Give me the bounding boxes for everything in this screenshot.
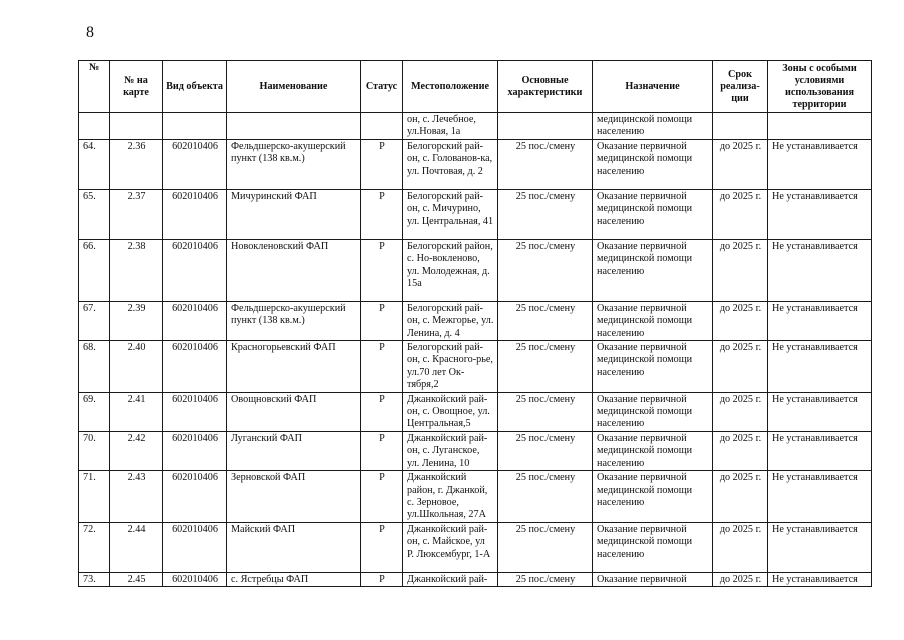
- cell-purpose: Оказание первичной медицинской помощи населению: [593, 471, 713, 523]
- cell-object-type: 602010406: [163, 301, 227, 340]
- header-location: Местоположение: [403, 61, 498, 113]
- page-number: 8: [86, 24, 94, 41]
- cell-name: Майский ФАП: [227, 522, 361, 572]
- header-object-type: Вид объекта: [163, 61, 227, 113]
- cell-name: Красногорьевский ФАП: [227, 341, 361, 393]
- cell-object-type: 602010406: [163, 471, 227, 523]
- cell-num: 73.: [79, 572, 110, 586]
- header-deadline: Срок реализа-ции: [713, 61, 768, 113]
- cell-object-type: 602010406: [163, 341, 227, 393]
- cell-purpose: Оказание первичной медицинской помощи населению: [593, 139, 713, 189]
- cell-status: Р: [361, 239, 403, 301]
- cell-map-num: 2.39: [110, 301, 163, 340]
- cell-location: Белогорский рай-он, с. Мичурино, ул. Центральная, 41: [403, 189, 498, 239]
- cell-purpose: Оказание первичной медицинской помощи населению: [593, 189, 713, 239]
- cell-num: 72.: [79, 522, 110, 572]
- cell-deadline: до 2025 г.: [713, 522, 768, 572]
- table-row: [79, 239, 872, 301]
- cell-status: Р: [361, 572, 403, 586]
- cell-purpose: Оказание первичной медицинской помощи населению: [593, 341, 713, 393]
- table-row: [79, 189, 872, 239]
- cell-empty: [713, 113, 768, 140]
- cell-deadline: до 2025 г.: [713, 239, 768, 301]
- cell-zones: Не устанавливается: [768, 392, 872, 431]
- cell-num: 71.: [79, 471, 110, 523]
- cell-empty: [768, 113, 872, 140]
- cell-location: Джанкойский рай-: [403, 572, 498, 586]
- cell-num: 67.: [79, 301, 110, 340]
- cell-empty: [361, 113, 403, 140]
- cell-location: Джанкойский рай-он, с. Луганское, ул. Ленина, 10: [403, 431, 498, 470]
- cell-status: Р: [361, 341, 403, 393]
- cell-map-num: 2.36: [110, 139, 163, 189]
- cell-num: 68.: [79, 341, 110, 393]
- table-row: [79, 431, 872, 470]
- cell-characteristics: 25 пос./смену: [498, 522, 593, 572]
- cell-location: Белогорский рай-он, с. Голованов-ка, ул. Почтовая, д. 2: [403, 139, 498, 189]
- cell-status: Р: [361, 139, 403, 189]
- cell-object-type: 602010406: [163, 392, 227, 431]
- table-header-row: [79, 61, 872, 113]
- cell-object-type: 602010406: [163, 239, 227, 301]
- table-row: [79, 139, 872, 189]
- cell-map-num: 2.37: [110, 189, 163, 239]
- header-num: №: [79, 61, 110, 113]
- cell-zones: Не устанавливается: [768, 522, 872, 572]
- cell-characteristics: 25 пос./смену: [498, 471, 593, 523]
- header-purpose: Назначение: [593, 61, 713, 113]
- cell-characteristics: 25 пос./смену: [498, 139, 593, 189]
- cell-characteristics: 25 пос./смену: [498, 239, 593, 301]
- cell-name: Овощновский ФАП: [227, 392, 361, 431]
- cell-map-num: 2.38: [110, 239, 163, 301]
- cell-characteristics: 25 пос./смену: [498, 431, 593, 470]
- cell-empty: [498, 113, 593, 140]
- cell-deadline: до 2025 г.: [713, 431, 768, 470]
- cell-name: Мичуринский ФАП: [227, 189, 361, 239]
- cell-status: Р: [361, 471, 403, 523]
- cell-location: Джанкойский район, г. Джанкой, с. Зерновое, ул.Школьная, 27А: [403, 471, 498, 523]
- cell-map-num: 2.45: [110, 572, 163, 586]
- header-map-num: № на карте: [110, 61, 163, 113]
- cell-zones: Не устанавливается: [768, 239, 872, 301]
- cell-characteristics: 25 пос./смену: [498, 301, 593, 340]
- cell-status: Р: [361, 522, 403, 572]
- cell-status: Р: [361, 301, 403, 340]
- table-row-carryover: [79, 113, 872, 140]
- cell-location: Джанкойский рай-он, с. Майское, ул Р. Люксембург, 1-А: [403, 522, 498, 572]
- cell-map-num: 2.44: [110, 522, 163, 572]
- cell-name: Зерновской ФАП: [227, 471, 361, 523]
- cell-characteristics: 25 пос./смену: [498, 392, 593, 431]
- cell-empty: [227, 113, 361, 140]
- cell-num: 69.: [79, 392, 110, 431]
- cell-object-type: 602010406: [163, 572, 227, 586]
- cell-location: Белогорский район, с. Но-вокленово, ул. Молодежная, д. 15а: [403, 239, 498, 301]
- cell-num: 66.: [79, 239, 110, 301]
- cell-characteristics: 25 пос./смену: [498, 572, 593, 586]
- register-table: [78, 60, 872, 587]
- cell-name: Луганский ФАП: [227, 431, 361, 470]
- cell-location: Белогорский рай-он, с. Красного-рье, ул.70 лет Ок-тября,2: [403, 341, 498, 393]
- cell-object-type: 602010406: [163, 139, 227, 189]
- cell-deadline: до 2025 г.: [713, 301, 768, 340]
- cell-map-num: 2.43: [110, 471, 163, 523]
- cell-purpose: Оказание первичной медицинской помощи населению: [593, 239, 713, 301]
- cell-map-num: 2.40: [110, 341, 163, 393]
- cell-purpose: Оказание первичной медицинской помощи населению: [593, 301, 713, 340]
- table-row: [79, 301, 872, 340]
- table-row: [79, 392, 872, 431]
- cell-deadline: до 2025 г.: [713, 341, 768, 393]
- cell-object-type: 602010406: [163, 431, 227, 470]
- cell-name: Новокленовский ФАП: [227, 239, 361, 301]
- cell-purpose: медицинской помощи населению: [593, 113, 713, 140]
- cell-object-type: 602010406: [163, 189, 227, 239]
- table-row: [79, 341, 872, 393]
- cell-zones: Не устанавливается: [768, 572, 872, 586]
- cell-status: Р: [361, 431, 403, 470]
- cell-empty: [79, 113, 110, 140]
- cell-map-num: 2.42: [110, 431, 163, 470]
- cell-empty: [163, 113, 227, 140]
- cell-name: Фельдшерско-акушерский пункт (138 кв.м.): [227, 139, 361, 189]
- cell-num: 64.: [79, 139, 110, 189]
- cell-deadline: до 2025 г.: [713, 471, 768, 523]
- cell-zones: Не устанавливается: [768, 471, 872, 523]
- cell-characteristics: 25 пос./смену: [498, 189, 593, 239]
- cell-purpose: Оказание первичной: [593, 572, 713, 586]
- cell-deadline: до 2025 г.: [713, 189, 768, 239]
- cell-purpose: Оказание первичной медицинской помощи населению: [593, 431, 713, 470]
- cell-zones: Не устанавливается: [768, 301, 872, 340]
- table-row: [79, 471, 872, 523]
- cell-characteristics: 25 пос./смену: [498, 341, 593, 393]
- cell-zones: Не устанавливается: [768, 139, 872, 189]
- cell-object-type: 602010406: [163, 522, 227, 572]
- cell-map-num: 2.41: [110, 392, 163, 431]
- cell-deadline: до 2025 г.: [713, 392, 768, 431]
- cell-location: Джанкойский рай-он, с. Овощное, ул. Центральная,5: [403, 392, 498, 431]
- header-characteristics: Основные характеристики: [498, 61, 593, 113]
- cell-name: Фельдшерско-акушерский пункт (138 кв.м.): [227, 301, 361, 340]
- cell-zones: Не устанавливается: [768, 431, 872, 470]
- cell-num: 65.: [79, 189, 110, 239]
- cell-purpose: Оказание первичной медицинской помощи населению: [593, 392, 713, 431]
- cell-status: Р: [361, 392, 403, 431]
- cell-zones: Не устанавливается: [768, 189, 872, 239]
- cell-location: он, с. Лечебное, ул.Новая, 1а: [403, 113, 498, 140]
- cell-num: 70.: [79, 431, 110, 470]
- cell-deadline: до 2025 г.: [713, 139, 768, 189]
- cell-zones: Не устанавливается: [768, 341, 872, 393]
- cell-deadline: до 2025 г.: [713, 572, 768, 586]
- header-status: Статус: [361, 61, 403, 113]
- cell-location: Белогорский рай-он, с. Межгорье, ул. Ленина, д. 4: [403, 301, 498, 340]
- cell-empty: [110, 113, 163, 140]
- cell-status: Р: [361, 189, 403, 239]
- cell-purpose: Оказание первичной медицинской помощи населению: [593, 522, 713, 572]
- cell-name: с. Ястребцы ФАП: [227, 572, 361, 586]
- table-row: [79, 522, 872, 572]
- header-name: Наименование: [227, 61, 361, 113]
- header-zones: Зоны с особыми условиями использования территории: [768, 61, 872, 113]
- table-row: [79, 572, 872, 586]
